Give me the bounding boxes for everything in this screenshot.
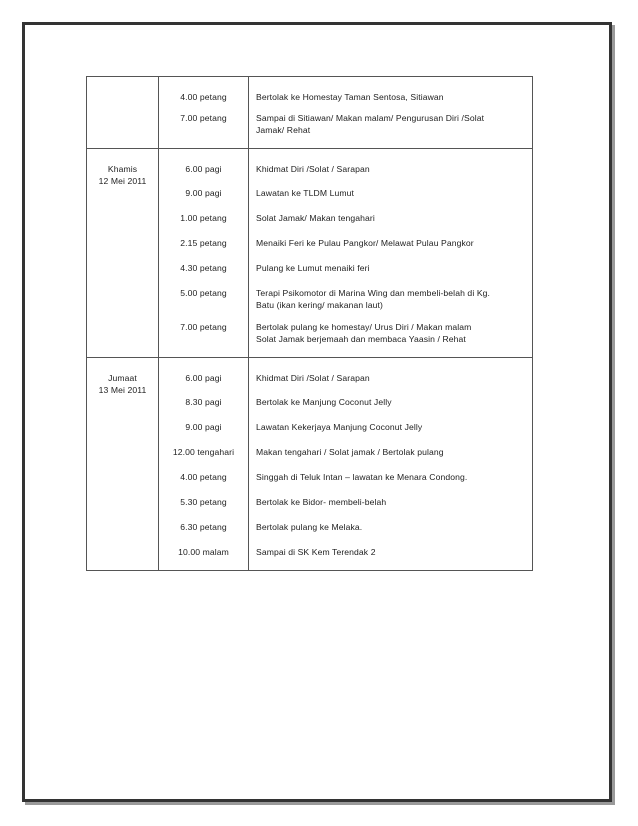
schedule-activity-line: Batu (ikan kering/ makanan laut)	[256, 300, 383, 310]
schedule-activity-line: Jamak/ Rehat	[256, 125, 311, 135]
schedule-time: 6.00 pagi	[185, 373, 222, 383]
activity-column-cell	[249, 358, 533, 571]
schedule-activity	[249, 91, 532, 103]
schedule-activity	[249, 237, 532, 249]
time-column-cell	[159, 77, 249, 149]
schedule-activity	[249, 396, 532, 408]
schedule-time: 4.30 petang	[180, 263, 227, 273]
schedule-activity-line: Solat Jamak/ Makan tengahari	[256, 213, 375, 223]
schedule-activity	[249, 163, 532, 175]
schedule-activity	[249, 112, 532, 136]
day-group-row	[87, 149, 533, 358]
schedule-time: 7.00 petang	[180, 322, 227, 332]
schedule-activity	[249, 262, 532, 274]
day-cell	[87, 149, 159, 358]
schedule-activity-line: Bertolak ke Bidor- membeli-belah	[256, 497, 387, 507]
schedule-activity	[249, 496, 532, 508]
schedule-time: 5.00 petang	[180, 288, 227, 298]
schedule-activity-line: Khidmat Diri /Solat / Sarapan	[256, 373, 370, 383]
schedule-body	[87, 77, 533, 571]
schedule-activity-line: Menaiki Feri ke Pulau Pangkor/ Melawat Pulau Pangkor	[256, 238, 474, 248]
schedule-activity-line: Solat Jamak berjemaah dan membaca Yaasin / Rehat	[256, 334, 466, 344]
schedule-activity	[249, 421, 532, 433]
schedule-time: 2.15 petang	[180, 238, 227, 248]
schedule-activity-line: Makan tengahari / Solat jamak / Bertolak pulang	[256, 447, 444, 457]
schedule-time: 1.00 petang	[180, 213, 227, 223]
day-group-row	[87, 77, 533, 149]
activity-column-cell	[249, 149, 533, 358]
time-column-cell	[159, 149, 249, 358]
schedule-activity-line: Terapi Psikomotor di Marina Wing dan membeli-belah di Kg.	[256, 288, 491, 298]
day-name: Jumaat	[108, 373, 137, 383]
day-name: Khamis	[107, 164, 138, 174]
activity-column-cell	[249, 77, 533, 149]
schedule-time: 9.00 pagi	[185, 188, 222, 198]
schedule-time: 9.00 pagi	[185, 422, 222, 432]
schedule-activity-line: Bertolak pulang ke homestay/ Urus Diri / Makan malam	[256, 322, 472, 332]
schedule-time: 4.00 petang	[180, 472, 227, 482]
schedule-activity-line: Khidmat Diri /Solat / Sarapan	[256, 164, 370, 174]
day-date: 13 Mei 2011	[98, 385, 147, 395]
schedule-activity	[249, 471, 532, 483]
schedule-activity-line: Pulang ke Lumut menaiki feri	[256, 263, 370, 273]
schedule-activity	[249, 372, 532, 384]
schedule-time: 8.30 pagi	[185, 397, 222, 407]
time-column-cell	[159, 358, 249, 571]
schedule-activity-line: Sampai di SK Kem Terendak 2	[256, 547, 376, 557]
schedule-activity-line: Bertolak ke Homestay Taman Sentosa, Sitiawan	[256, 92, 444, 102]
schedule-activity-line: Sampai di Sitiawan/ Makan malam/ Pengurusan Diri /Solat	[256, 113, 485, 123]
schedule-activity	[249, 446, 532, 458]
day-date: 12 Mei 2011	[98, 176, 147, 186]
schedule-time: 4.00 petang	[180, 92, 227, 102]
schedule-time: 7.00 petang	[180, 113, 227, 123]
schedule-activity	[249, 321, 532, 345]
schedule-activity	[249, 546, 532, 558]
schedule-activity-line: Lawatan ke TLDM Lumut	[256, 188, 354, 198]
schedule-activity-line: Lawatan Kekerjaya Manjung Coconut Jelly	[256, 422, 423, 432]
schedule-time: 5.30 petang	[180, 497, 227, 507]
day-cell	[87, 77, 159, 149]
schedule-table	[86, 76, 533, 571]
schedule-time: 6.00 pagi	[185, 164, 222, 174]
schedule-time: 6.30 petang	[180, 522, 227, 532]
schedule-activity	[249, 212, 532, 224]
day-group-row	[87, 358, 533, 571]
schedule-time: 12.00 tengahari	[172, 447, 235, 457]
schedule-activity-line: Bertolak pulang ke Melaka.	[256, 522, 363, 532]
schedule-activity-line: Bertolak ke Manjung Coconut Jelly	[256, 397, 392, 407]
schedule-activity	[249, 287, 532, 311]
schedule-activity	[249, 187, 532, 199]
day-cell	[87, 358, 159, 571]
schedule-activity-line: Singgah di Teluk Intan – lawatan ke Menara Condong.	[256, 472, 468, 482]
schedule-activity	[249, 521, 532, 533]
schedule-time: 10.00 malam	[178, 547, 229, 557]
